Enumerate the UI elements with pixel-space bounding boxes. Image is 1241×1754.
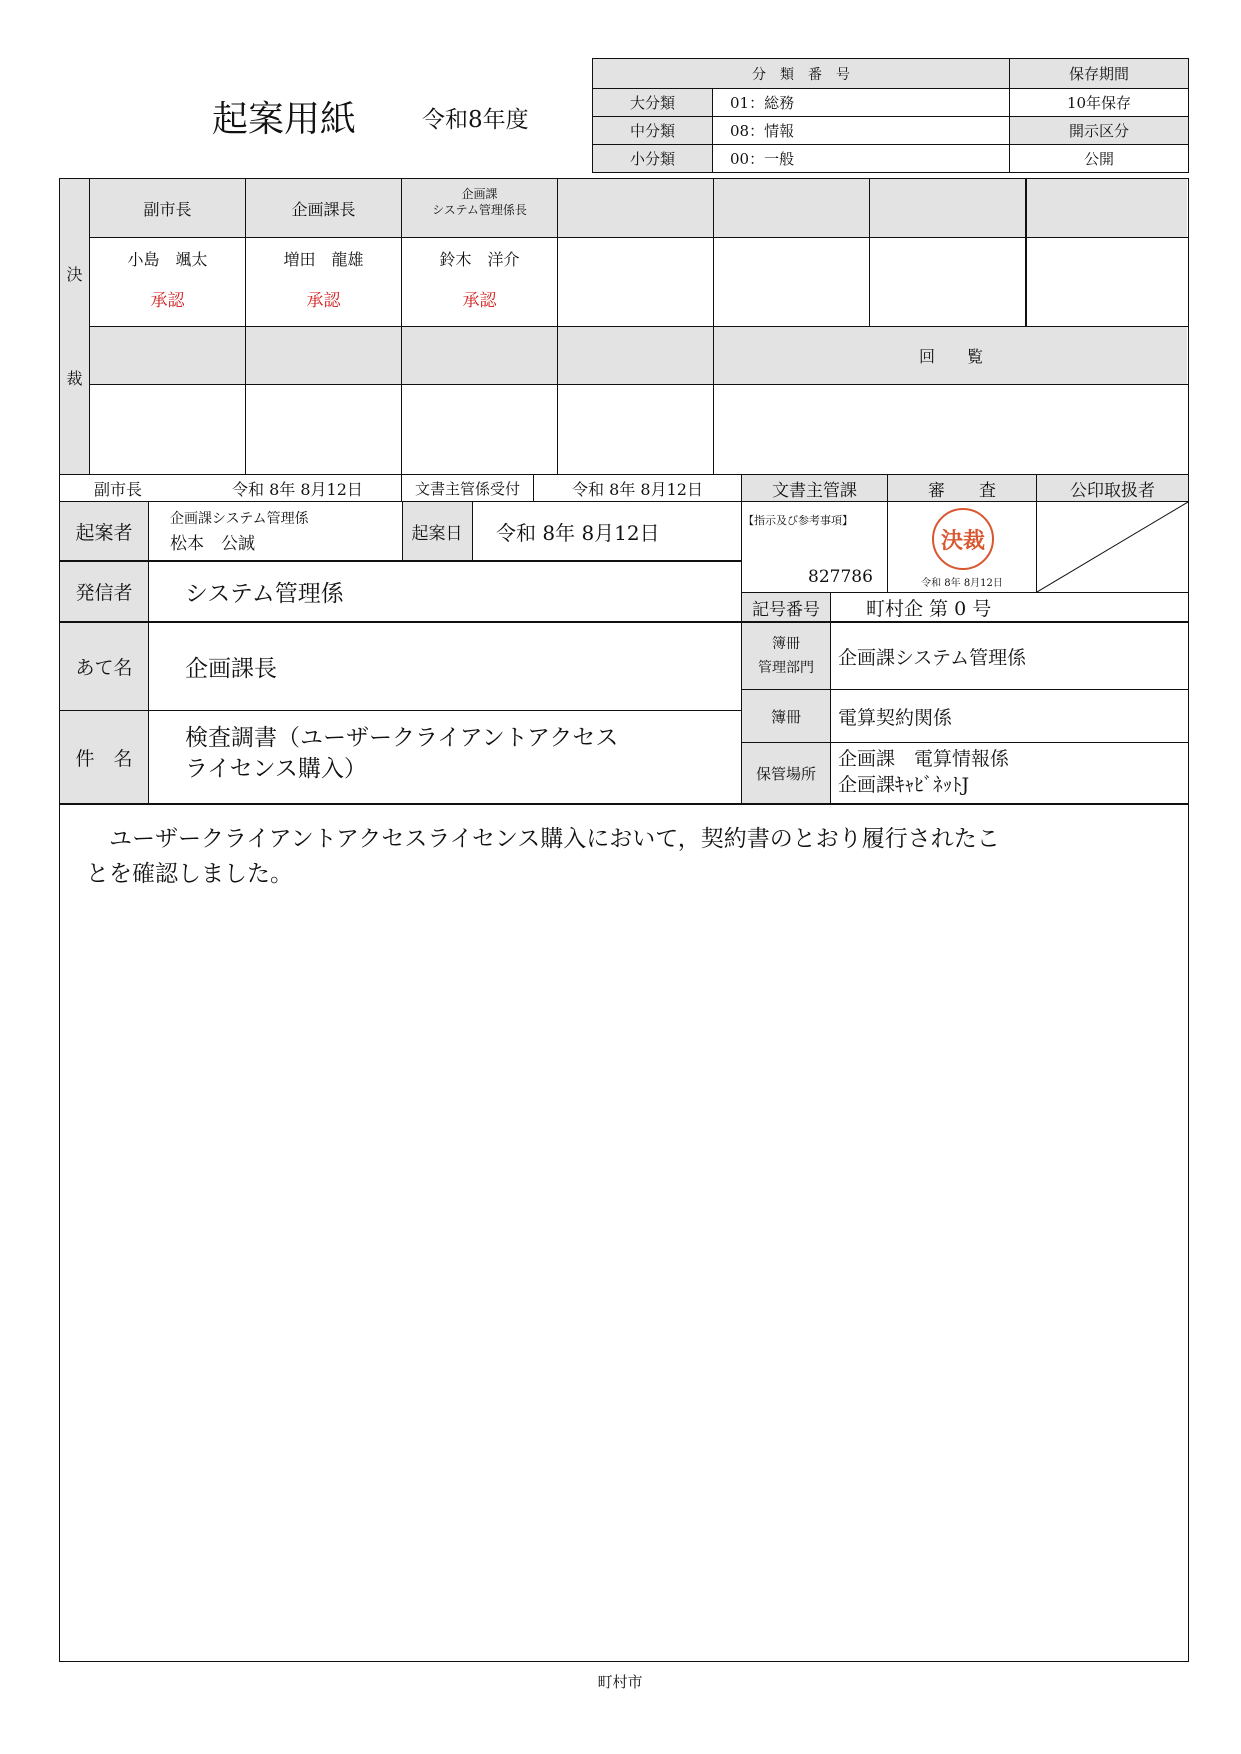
fiscal-year: 令和8年度 — [422, 107, 529, 133]
kessai-stamp-text: 決裁 — [940, 527, 985, 554]
subject-line-2: ライセンス購入） — [185, 756, 367, 782]
approver-title-line1: 企画課 — [461, 187, 498, 201]
storage-line-1: 企画課 電算情報係 — [838, 748, 1010, 770]
stamp-date: 令和 8年 8月12日 — [921, 577, 1003, 589]
draft-date: 令和 8年 8月12日 — [496, 520, 660, 545]
seal-handler-heading: 公印取扱者 — [1070, 480, 1155, 501]
middle-class-label: 中分類 — [629, 121, 675, 140]
subject-value — [185, 723, 725, 785]
addressee-label: あて名 — [75, 657, 133, 679]
record-no-value: 町村企 第 0 号 — [866, 597, 992, 620]
approver-title-line2: システム管理係長 — [432, 203, 527, 217]
disclosure-heading: 開示区分 — [1068, 121, 1129, 140]
addressee-value: 企画課長 — [185, 656, 277, 682]
instruction-number: 827786 — [808, 567, 873, 587]
doc-division-heading: 文書主管課 — [772, 480, 857, 501]
disclosure-value: 公開 — [1083, 149, 1114, 168]
register-dept-label — [742, 624, 830, 689]
body-line-2: とを確認しました。 — [86, 861, 293, 887]
review-heading: 審 査 — [928, 480, 996, 501]
major-class-value: 01：総務 — [730, 93, 795, 112]
drafter-name: 松本 公誠 — [170, 534, 255, 554]
register-dept-label-2: 管理部門 — [758, 660, 814, 676]
approver-title-planning-chief: 企画課長 — [291, 199, 356, 219]
vice-mayor-date: 令和 8年 8月12日 — [232, 479, 363, 499]
register-value: 電算契約関係 — [838, 706, 953, 729]
approval-status-vice-mayor: 承認 — [150, 290, 185, 311]
vice-mayor-date-label: 副市長 — [94, 479, 143, 499]
storage-label: 保管場所 — [755, 764, 816, 783]
approver-title-system-chief — [402, 186, 557, 230]
retention-heading: 保存期間 — [1068, 65, 1129, 83]
approver-name-vice-mayor: 小島 颯太 — [127, 249, 208, 269]
footer-city: 町村市 — [597, 1672, 643, 1691]
approval-status-system-chief: 承認 — [462, 290, 497, 311]
circulation-label: 回 覧 — [918, 346, 983, 366]
minor-class-value: 00：一般 — [730, 149, 795, 168]
seal-handler-diagonal — [1037, 502, 1188, 592]
major-class-label: 大分類 — [629, 93, 675, 112]
drafter-label: 起案者 — [75, 521, 133, 544]
approval-status-planning-chief: 承認 — [306, 290, 341, 311]
kessai-stamp — [932, 508, 994, 570]
instruction-label: 【指示及び参考事項】 — [743, 514, 853, 527]
approver-title-vice-mayor: 副市長 — [143, 199, 192, 219]
approver-name-system-chief: 鈴木 洋介 — [439, 249, 520, 269]
storage-line-2: 企画課ｷｬﾋﾞﾈｯﾄJ — [838, 774, 970, 796]
kessai-side-label-1: 決 — [66, 264, 83, 284]
kessai-side-label-2: 裁 — [66, 368, 83, 388]
retention-value: 10年保存 — [1066, 93, 1132, 112]
middle-class-value: 08：情報 — [730, 121, 795, 140]
drafter-dept: 企画課システム管理係 — [170, 511, 309, 527]
storage-value — [838, 746, 1178, 798]
register-dept-label-1: 簿冊 — [772, 636, 800, 652]
page-title: 起案用紙 — [212, 99, 357, 140]
approver-name-planning-chief: 増田 龍雄 — [283, 249, 364, 269]
register-label: 簿冊 — [770, 707, 801, 726]
body-text — [86, 822, 1176, 892]
subject-label: 件 名 — [75, 747, 133, 770]
doc-section-receipt-label: 文書主管係受付 — [414, 479, 520, 498]
classification-heading: 分 類 番 号 — [752, 66, 850, 83]
doc-section-receipt-date: 令和 8年 8月12日 — [572, 479, 703, 499]
sender-value: システム管理係 — [185, 581, 344, 607]
draft-date-label: 起案日 — [411, 523, 463, 544]
subject-line-1: 検査調書（ユーザークライアントアクセス — [185, 725, 619, 751]
register-dept-value: 企画課システム管理係 — [838, 647, 1027, 669]
body-line-1: ユーザークライアントアクセスライセンス購入において，契約書のとおり履行されたこ — [86, 826, 1000, 852]
record-no-label: 記号番号 — [752, 599, 820, 620]
sender-label: 発信者 — [75, 582, 133, 604]
minor-class-label: 小分類 — [629, 149, 675, 168]
